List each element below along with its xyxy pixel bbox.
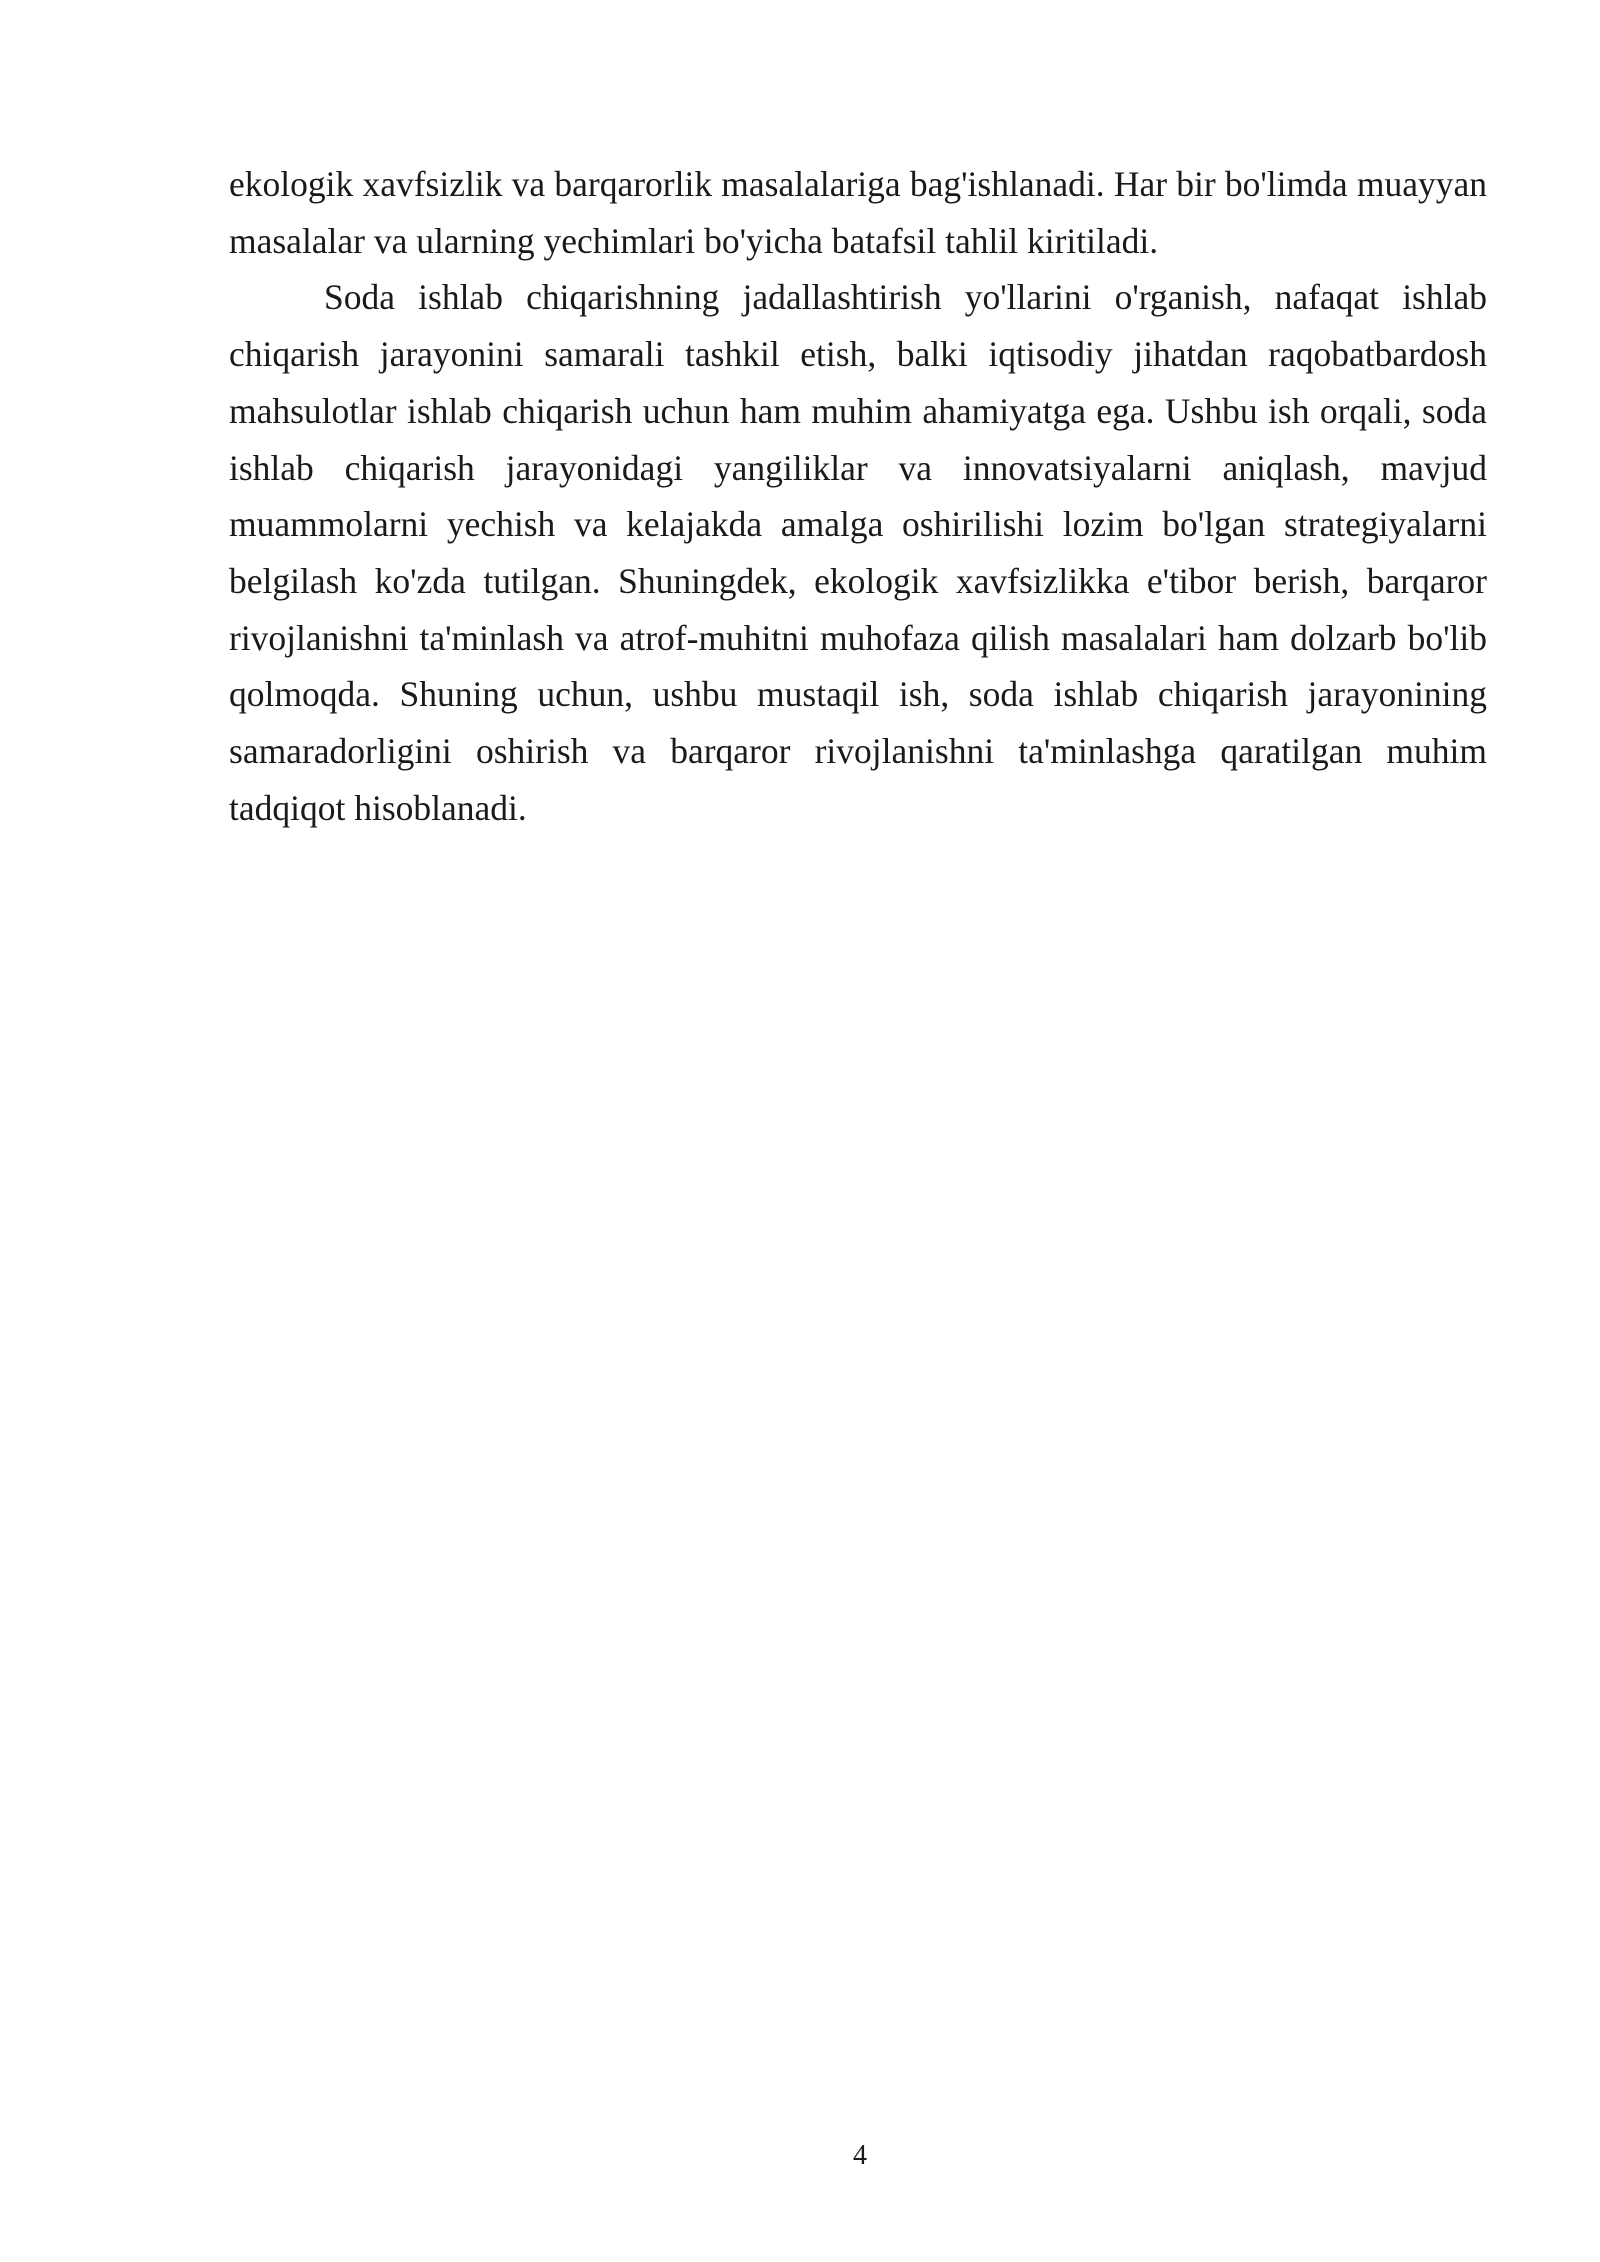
paragraph-continuation: ekologik xavfsizlik va barqarorlik masalalariga bag'ishlanadi. Har bir bo'limda muayyan masalalar va ularning yechimlari bo'yicha batafsil tahlil kiritiladi. [229,164,1487,261]
paragraph-soda-production: Soda ishlab chiqarishning jadallashtirish yo'llarini o'rganish, nafaqat ishlab chiqarish jarayonini samarali tashkil etish, balki iqtisodiy jihatdan raqobatbardosh mahsulotlar ishlab chiqarish uchun ham muhim ahamiyatga ega. Ushbu ish orqali, soda ishlab chiqarish jarayonidagi yangiliklar va innovatsiyalarni aniqlash, mavjud muammolarni yechish va kelajakda amalga oshirilishi lozim bo'lgan strategiyalarni belgilash ko'zda tutilgan. Shuningdek, ekologik xavfsizlikka e'tibor berish, barqaror rivojlanishni ta'minlash va atrof-muhitni muhofaza qilish masalalari ham dolzarb bo'lib qolmoqda. Shuning uchun, ushbu mustaqil ish, soda ishlab chiqarish jarayonining samaradorligini oshirish va barqaror rivojlanishni ta'minlashga qaratilgan muhim tadqiqot hisoblanadi. [229,277,1487,828]
page-number: 4 [853,2140,867,2171]
body-text [229,156,1487,836]
